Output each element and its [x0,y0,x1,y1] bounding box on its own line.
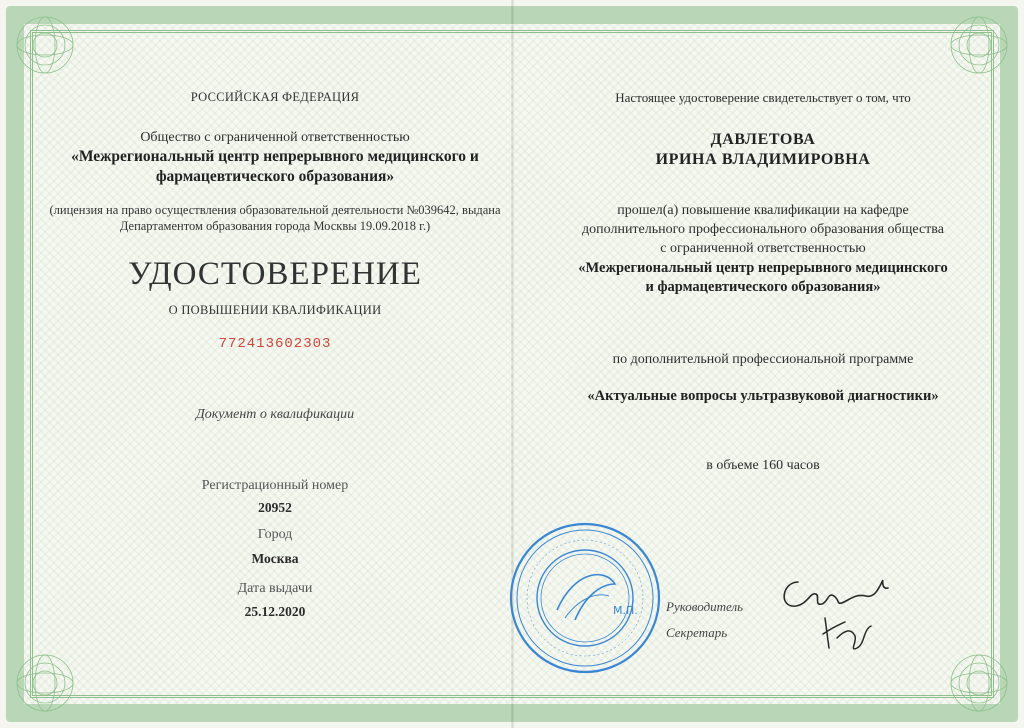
left-page [40,0,510,728]
org-type: Общество с ограниченной ответственностью [140,130,410,145]
country-heading: РОССИЙСКАЯ ФЕДЕРАЦИЯ [190,90,360,104]
head-label: Руководитель [666,599,744,614]
holder-surname: ДАВЛЕТОВА [710,131,816,148]
org-line1: «Межрегиональный центр непрерывного медицинского [578,260,948,276]
program-name: «Актуальные вопросы ультразвуковой диагностики» [587,388,939,404]
document-subtitle: О ПОВЫШЕНИИ КВАЛИФИКАЦИИ [168,303,382,317]
body-line3: с ограниченной ответственностью [660,241,866,256]
city-label: Город [257,527,293,542]
course-volume: в объеме 160 часов [706,458,820,473]
org-name-line2: фармацевтического образования» [155,168,395,185]
registration-label: Регистрационный номер [201,478,349,493]
city-value: Москва [251,551,299,566]
license-line2: Департаментом образования города Москвы 19.09.2018 г.) [119,219,431,233]
mp-label: М.П. [613,604,638,617]
org-name-line1: «Межрегиональный центр непрерывного медицинского и [71,148,479,165]
date-label: Дата выдачи [237,581,313,596]
org-line2: и фармацевтического образования» [645,279,881,295]
document-title: УДОСТОВЕРЕНИЕ [128,256,422,292]
document-kind: Документ о квалификации [195,407,355,422]
program-intro: по дополнительной профессиональной программе [612,352,914,367]
license-line1: (лицензия на право осуществления образовательной деятельности №039642, выдана [49,203,501,217]
serial-number: 772413602303 [218,336,332,352]
round-seal-stamp [505,518,665,678]
registration-number: 20952 [258,500,292,515]
body-line2: дополнительного профессионального образования общества [582,222,944,237]
secretary-label: Секретарь [666,625,728,640]
body-line1: прошел(а) повышение квалификации на кафедре [617,203,909,218]
intro-text: Настоящее удостоверение свидетельствует о том, что [615,90,911,105]
secretary-signature [815,608,885,658]
holder-given-names: ИРИНА ВЛАДИМИРОВНА [655,151,871,168]
issue-date: 25.12.2020 [244,604,306,619]
